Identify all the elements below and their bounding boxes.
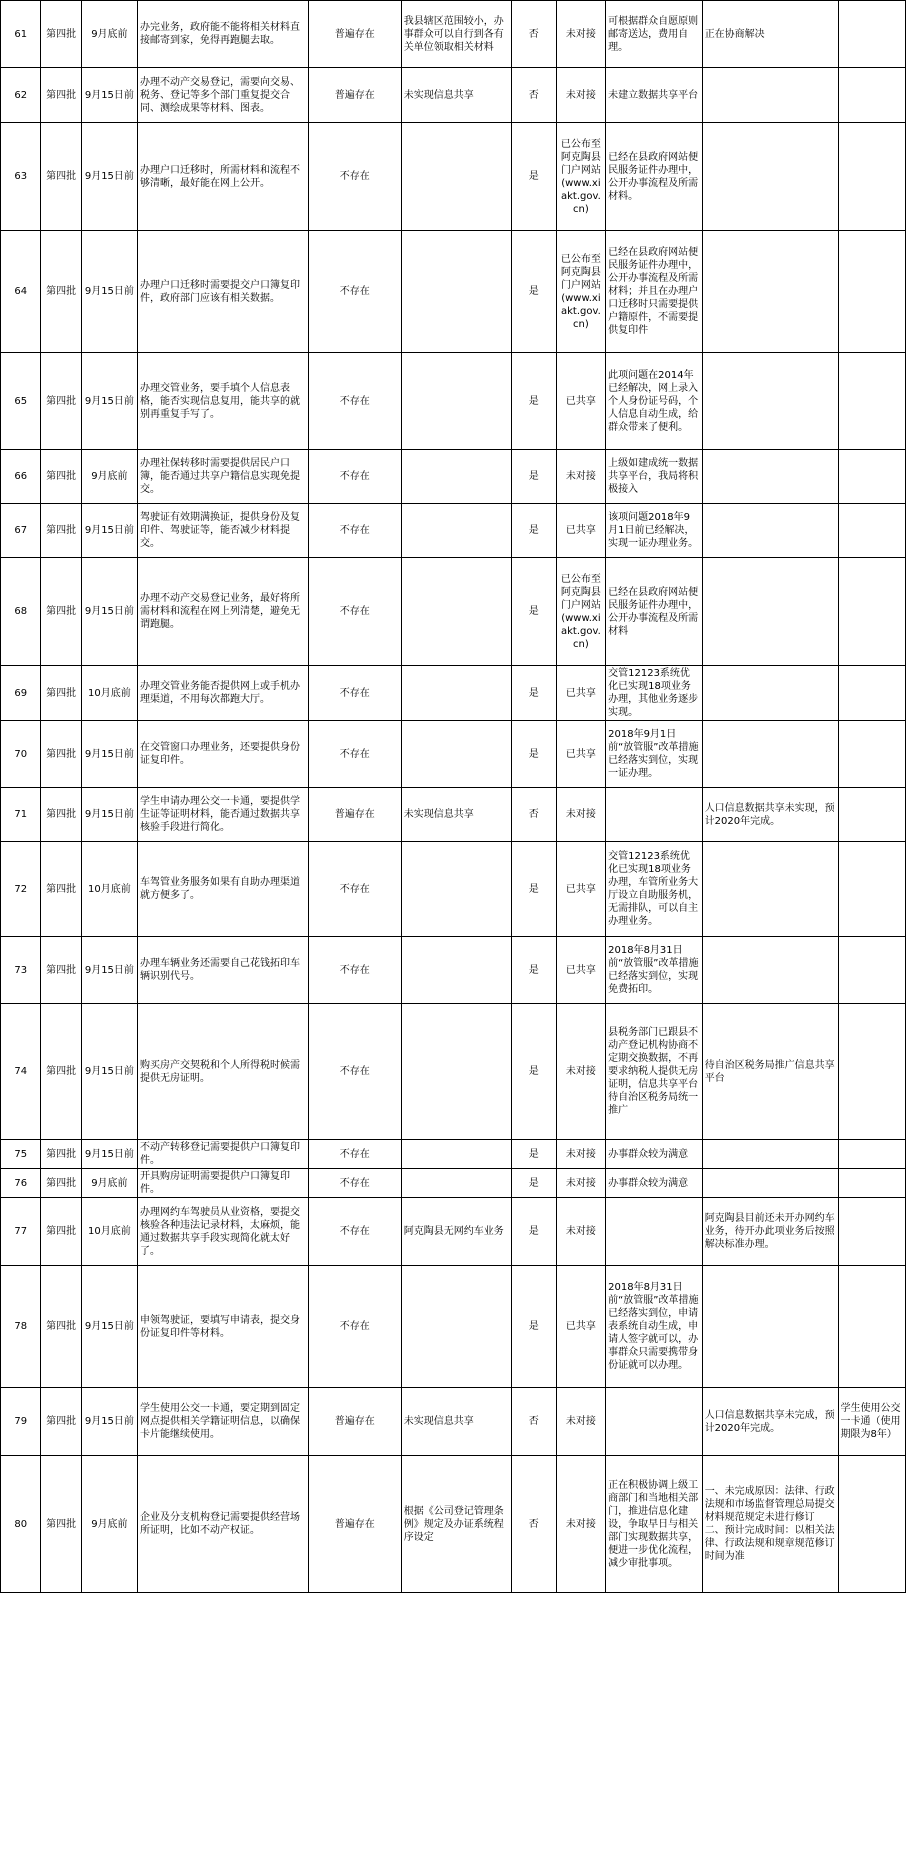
row-number: 70 bbox=[1, 721, 41, 788]
share-status: 已共享 bbox=[556, 721, 605, 788]
compliance-cell: 是 bbox=[511, 666, 556, 721]
compliance-cell: 否 bbox=[511, 1, 556, 68]
progress-cell: 已经在县政府网站便民服务证件办理中，公开办事流程及所需材料。 bbox=[606, 123, 703, 231]
remark-cell bbox=[838, 231, 905, 353]
deadline-cell: 9月15日前 bbox=[81, 231, 137, 353]
issue-description: 不动产转移登记需要提供户口簿复印件。 bbox=[137, 1140, 308, 1169]
plan-cell bbox=[702, 123, 838, 231]
share-status: 未对接 bbox=[556, 1456, 605, 1593]
existence-status: 不存在 bbox=[308, 1266, 401, 1388]
batch-cell: 第四批 bbox=[41, 353, 81, 450]
existence-status: 不存在 bbox=[308, 842, 401, 937]
plan-cell: 正在协商解决 bbox=[702, 1, 838, 68]
batch-cell: 第四批 bbox=[41, 1198, 81, 1266]
compliance-cell: 是 bbox=[511, 721, 556, 788]
note-cell bbox=[401, 721, 511, 788]
share-status: 已共享 bbox=[556, 842, 605, 937]
compliance-cell: 是 bbox=[511, 1140, 556, 1169]
issue-description: 办理社保转移时需要提供居民户口簿，能否通过共享户籍信息实现免提交。 bbox=[137, 450, 308, 504]
compliance-cell: 是 bbox=[511, 450, 556, 504]
table-row bbox=[1, 1140, 906, 1169]
row-number: 72 bbox=[1, 842, 41, 937]
issue-description: 办理不动产交易登记业务，最好将所需材料和流程在网上列清楚，避免无谓跑腿。 bbox=[137, 558, 308, 666]
note-cell: 我县辖区范围较小，办事群众可以自行到各有关单位领取相关材料 bbox=[401, 1, 511, 68]
remark-cell bbox=[838, 123, 905, 231]
remark-cell bbox=[838, 450, 905, 504]
existence-status: 不存在 bbox=[308, 353, 401, 450]
row-number: 78 bbox=[1, 1266, 41, 1388]
compliance-cell: 否 bbox=[511, 1388, 556, 1456]
plan-cell bbox=[702, 231, 838, 353]
share-status: 未对接 bbox=[556, 1, 605, 68]
issue-description: 办理户口迁移时，所需材料和流程不够清晰，最好能在网上公开。 bbox=[137, 123, 308, 231]
issue-description: 在交管窗口办理业务，还要提供身份证复印件。 bbox=[137, 721, 308, 788]
row-number: 75 bbox=[1, 1140, 41, 1169]
issue-description: 驾驶证有效期满换证，提供身份及复印件、驾驶证等，能否减少材料提交。 bbox=[137, 504, 308, 558]
share-status: 未对接 bbox=[556, 788, 605, 842]
progress-cell: 未建立数据共享平台 bbox=[606, 68, 703, 123]
table-row bbox=[1, 937, 906, 1004]
existence-status: 不存在 bbox=[308, 450, 401, 504]
batch-cell: 第四批 bbox=[41, 558, 81, 666]
progress-cell: 县税务部门已跟县不动产登记机构协商不定期交换数据，不再要求纳税人提供无房证明，信息共享平台待自治区税务局统一推广 bbox=[606, 1004, 703, 1140]
table-row bbox=[1, 1, 906, 68]
share-status: 未对接 bbox=[556, 1004, 605, 1140]
plan-cell bbox=[702, 937, 838, 1004]
deadline-cell: 9月15日前 bbox=[81, 504, 137, 558]
note-cell bbox=[401, 231, 511, 353]
progress-cell: 2018年8月31日前“放管服”改革措施已经落实到位，申请表系统自动生成，申请人签字就可以，办事群众只需要携带身份证就可以办理。 bbox=[606, 1266, 703, 1388]
row-number: 66 bbox=[1, 450, 41, 504]
remark-cell bbox=[838, 1004, 905, 1140]
compliance-cell: 是 bbox=[511, 353, 556, 450]
progress-cell: 交管12123系统优化已实现18项业务办理，车管所业务大厅设立自助服务机，无需排队，可以自主办理业务。 bbox=[606, 842, 703, 937]
existence-status: 不存在 bbox=[308, 1169, 401, 1198]
deadline-cell: 9月15日前 bbox=[81, 937, 137, 1004]
note-cell bbox=[401, 937, 511, 1004]
table-row bbox=[1, 504, 906, 558]
remark-cell bbox=[838, 788, 905, 842]
remark-cell bbox=[838, 1456, 905, 1593]
share-status: 未对接 bbox=[556, 1169, 605, 1198]
compliance-cell: 是 bbox=[511, 1004, 556, 1140]
row-number: 69 bbox=[1, 666, 41, 721]
share-status: 已共享 bbox=[556, 1266, 605, 1388]
remark-cell: 学生使用公交一卡通（使用期限为8年） bbox=[838, 1388, 905, 1456]
row-number: 68 bbox=[1, 558, 41, 666]
row-number: 71 bbox=[1, 788, 41, 842]
remark-cell bbox=[838, 842, 905, 937]
plan-cell bbox=[702, 68, 838, 123]
batch-cell: 第四批 bbox=[41, 842, 81, 937]
progress-cell: 正在积极协调上级工商部门和当地相关部门，推进信息化建设，争取早日与相关部门实现数据共享，便进一步优化流程，减少审批事项。 bbox=[606, 1456, 703, 1593]
compliance-cell: 否 bbox=[511, 68, 556, 123]
deadline-cell: 9月15日前 bbox=[81, 721, 137, 788]
note-cell bbox=[401, 123, 511, 231]
batch-cell: 第四批 bbox=[41, 68, 81, 123]
note-cell: 根据《公司登记管理条例》规定及办证系统程序设定 bbox=[401, 1456, 511, 1593]
deadline-cell: 9月15日前 bbox=[81, 558, 137, 666]
plan-cell bbox=[702, 721, 838, 788]
existence-status: 不存在 bbox=[308, 1140, 401, 1169]
issue-description: 企业及分支机构登记需要提供经营场所证明，比如不动产权证。 bbox=[137, 1456, 308, 1593]
row-number: 64 bbox=[1, 231, 41, 353]
remark-cell bbox=[838, 68, 905, 123]
progress-cell: 该项问题2018年9月1日前已经解决，实现一证办理业务。 bbox=[606, 504, 703, 558]
plan-cell bbox=[702, 1140, 838, 1169]
share-status: 未对接 bbox=[556, 68, 605, 123]
row-number: 79 bbox=[1, 1388, 41, 1456]
compliance-cell: 是 bbox=[511, 1266, 556, 1388]
table-row bbox=[1, 788, 906, 842]
row-number: 73 bbox=[1, 937, 41, 1004]
existence-status: 不存在 bbox=[308, 231, 401, 353]
deadline-cell: 10月底前 bbox=[81, 666, 137, 721]
progress-cell: 上级如建成统一数据共享平台，我局将积极接入 bbox=[606, 450, 703, 504]
existence-status: 不存在 bbox=[308, 1004, 401, 1140]
plan-cell: 人口信息数据共享未实现，预计2020年完成。 bbox=[702, 788, 838, 842]
plan-cell bbox=[702, 1169, 838, 1198]
note-cell bbox=[401, 1140, 511, 1169]
batch-cell: 第四批 bbox=[41, 1456, 81, 1593]
share-status: 已共享 bbox=[556, 666, 605, 721]
deadline-cell: 9月15日前 bbox=[81, 123, 137, 231]
progress-cell bbox=[606, 1388, 703, 1456]
issue-description: 申领驾驶证，要填写申请表，提交身份证复印件等材料。 bbox=[137, 1266, 308, 1388]
batch-cell: 第四批 bbox=[41, 1169, 81, 1198]
batch-cell: 第四批 bbox=[41, 1388, 81, 1456]
issue-description: 学生使用公交一卡通，要定期到固定网点提供相关学籍证明信息，以确保卡片能继续使用。 bbox=[137, 1388, 308, 1456]
deadline-cell: 9月底前 bbox=[81, 1169, 137, 1198]
row-number: 61 bbox=[1, 1, 41, 68]
remark-cell bbox=[838, 353, 905, 450]
deadline-cell: 9月底前 bbox=[81, 1, 137, 68]
note-cell bbox=[401, 353, 511, 450]
batch-cell: 第四批 bbox=[41, 788, 81, 842]
note-cell bbox=[401, 558, 511, 666]
batch-cell: 第四批 bbox=[41, 231, 81, 353]
deadline-cell: 9月15日前 bbox=[81, 1140, 137, 1169]
plan-cell: 待自治区税务局推广信息共享平台 bbox=[702, 1004, 838, 1140]
issue-description: 办理网约车驾驶员从业资格，要提交核验各种违法记录材料，太麻烦，能通过数据共享手段实现简化就太好了。 bbox=[137, 1198, 308, 1266]
share-status: 未对接 bbox=[556, 1388, 605, 1456]
compliance-cell: 是 bbox=[511, 1198, 556, 1266]
existence-status: 不存在 bbox=[308, 1198, 401, 1266]
batch-cell: 第四批 bbox=[41, 123, 81, 231]
issue-description: 办理不动产交易登记，需要向交易、税务、登记等多个部门重复提交合同、测绘成果等材料、图表。 bbox=[137, 68, 308, 123]
remark-cell bbox=[838, 1198, 905, 1266]
existence-status: 不存在 bbox=[308, 504, 401, 558]
plan-cell: 阿克陶县目前还未开办网约车业务，待开办此项业务后按照解决标准办理。 bbox=[702, 1198, 838, 1266]
table-row bbox=[1, 1198, 906, 1266]
issue-description: 开具购房证明需要提供户口簿复印件。 bbox=[137, 1169, 308, 1198]
compliance-cell: 是 bbox=[511, 504, 556, 558]
row-number: 62 bbox=[1, 68, 41, 123]
table-row bbox=[1, 1169, 906, 1198]
deadline-cell: 10月底前 bbox=[81, 1198, 137, 1266]
progress-cell: 办事群众较为满意 bbox=[606, 1140, 703, 1169]
table-row bbox=[1, 666, 906, 721]
note-cell bbox=[401, 1004, 511, 1140]
row-number: 80 bbox=[1, 1456, 41, 1593]
issue-description: 办理交管业务能否提供网上或手机办理渠道，不用每次都跑大厅。 bbox=[137, 666, 308, 721]
plan-cell: 人口信息数据共享未完成，预计2020年完成。 bbox=[702, 1388, 838, 1456]
table-row bbox=[1, 721, 906, 788]
table-row bbox=[1, 1456, 906, 1593]
note-cell bbox=[401, 1266, 511, 1388]
remark-cell bbox=[838, 558, 905, 666]
share-status: 未对接 bbox=[556, 450, 605, 504]
note-cell bbox=[401, 504, 511, 558]
progress-cell: 交管12123系统优化已实现18项业务办理，其他业务逐步实现。 bbox=[606, 666, 703, 721]
share-status: 已共享 bbox=[556, 937, 605, 1004]
plan-cell: 一、未完成原因：法律、行政法规和市场监督管理总局提交材料规范规定未进行修订 二、预计完成时间：以相关法律、行政法规和规章规范修订时间为准 bbox=[702, 1456, 838, 1593]
deadline-cell: 9月15日前 bbox=[81, 1004, 137, 1140]
compliance-cell: 是 bbox=[511, 842, 556, 937]
existence-status: 普遍存在 bbox=[308, 1456, 401, 1593]
share-status: 已公布至阿克陶县门户网站(www.xiakt.gov.cn) bbox=[556, 558, 605, 666]
plan-cell bbox=[702, 558, 838, 666]
share-status: 已共享 bbox=[556, 504, 605, 558]
deadline-cell: 9月15日前 bbox=[81, 1266, 137, 1388]
note-cell: 未实现信息共享 bbox=[401, 1388, 511, 1456]
existence-status: 普遍存在 bbox=[308, 788, 401, 842]
plan-cell bbox=[702, 842, 838, 937]
remark-cell bbox=[838, 1266, 905, 1388]
compliance-cell: 是 bbox=[511, 123, 556, 231]
note-cell bbox=[401, 450, 511, 504]
remark-cell bbox=[838, 1, 905, 68]
existence-status: 不存在 bbox=[308, 721, 401, 788]
compliance-cell: 是 bbox=[511, 937, 556, 1004]
issue-description: 办完业务，政府能不能将相关材料直接邮寄到家，免得再跑腿去取。 bbox=[137, 1, 308, 68]
table-row bbox=[1, 1004, 906, 1140]
compliance-cell: 否 bbox=[511, 1456, 556, 1593]
compliance-cell: 是 bbox=[511, 558, 556, 666]
batch-cell: 第四批 bbox=[41, 721, 81, 788]
table-row bbox=[1, 842, 906, 937]
remark-cell bbox=[838, 721, 905, 788]
table-row bbox=[1, 1266, 906, 1388]
progress-cell: 2018年8月31日前“放管服”改革措施已经落实到位，实现免费拓印。 bbox=[606, 937, 703, 1004]
plan-cell bbox=[702, 1266, 838, 1388]
batch-cell: 第四批 bbox=[41, 666, 81, 721]
row-number: 65 bbox=[1, 353, 41, 450]
issue-description: 办理户口迁移时需要提交户口簿复印件，政府部门应该有相关数据。 bbox=[137, 231, 308, 353]
plan-cell bbox=[702, 666, 838, 721]
batch-cell: 第四批 bbox=[41, 450, 81, 504]
issue-description: 学生申请办理公交一卡通，要提供学生证等证明材料，能否通过数据共享核验手段进行简化。 bbox=[137, 788, 308, 842]
progress-cell: 已经在县政府网站便民服务证件办理中，公开办事流程及所需材料；并且在办理户口迁移时只需要提供户籍原件，不需要提供复印件 bbox=[606, 231, 703, 353]
deadline-cell: 9月底前 bbox=[81, 450, 137, 504]
row-number: 67 bbox=[1, 504, 41, 558]
note-cell bbox=[401, 666, 511, 721]
table-row bbox=[1, 68, 906, 123]
note-cell: 未实现信息共享 bbox=[401, 68, 511, 123]
table-row bbox=[1, 1388, 906, 1456]
deadline-cell: 9月15日前 bbox=[81, 68, 137, 123]
share-status: 已共享 bbox=[556, 353, 605, 450]
row-number: 76 bbox=[1, 1169, 41, 1198]
remark-cell bbox=[838, 1140, 905, 1169]
share-status: 已公布至阿克陶县门户网站(www.xiakt.gov.cn) bbox=[556, 123, 605, 231]
compliance-cell: 是 bbox=[511, 1169, 556, 1198]
existence-status: 不存在 bbox=[308, 558, 401, 666]
remark-cell bbox=[838, 666, 905, 721]
existence-status: 不存在 bbox=[308, 937, 401, 1004]
note-cell bbox=[401, 842, 511, 937]
table-row bbox=[1, 231, 906, 353]
table-row bbox=[1, 353, 906, 450]
existence-status: 普遍存在 bbox=[308, 1388, 401, 1456]
share-status: 未对接 bbox=[556, 1140, 605, 1169]
batch-cell: 第四批 bbox=[41, 1140, 81, 1169]
table-row bbox=[1, 450, 906, 504]
existence-status: 不存在 bbox=[308, 123, 401, 231]
progress-cell: 2018年9月1日前“放管服”改革措施已经落实到位，实现一证办理。 bbox=[606, 721, 703, 788]
issue-description: 购买房产交契税和个人所得税时候需提供无房证明。 bbox=[137, 1004, 308, 1140]
existence-status: 普遍存在 bbox=[308, 1, 401, 68]
progress-cell bbox=[606, 1198, 703, 1266]
row-number: 63 bbox=[1, 123, 41, 231]
issue-description: 办理交管业务，要手填个人信息表格，能否实现信息复用，能共享的就别再重复手写了。 bbox=[137, 353, 308, 450]
plan-cell bbox=[702, 353, 838, 450]
progress-cell bbox=[606, 788, 703, 842]
plan-cell bbox=[702, 450, 838, 504]
progress-cell: 已经在县政府网站便民服务证件办理中，公开办事流程及所需材料 bbox=[606, 558, 703, 666]
existence-status: 普遍存在 bbox=[308, 68, 401, 123]
deadline-cell: 9月15日前 bbox=[81, 788, 137, 842]
deadline-cell: 10月底前 bbox=[81, 842, 137, 937]
share-status: 未对接 bbox=[556, 1198, 605, 1266]
deadline-cell: 9月底前 bbox=[81, 1456, 137, 1593]
existence-status: 不存在 bbox=[308, 666, 401, 721]
issue-description: 车驾管业务服务如果有自助办理渠道就方便多了。 bbox=[137, 842, 308, 937]
plan-cell bbox=[702, 504, 838, 558]
table-row bbox=[1, 123, 906, 231]
batch-cell: 第四批 bbox=[41, 1004, 81, 1140]
batch-cell: 第四批 bbox=[41, 937, 81, 1004]
batch-cell: 第四批 bbox=[41, 504, 81, 558]
progress-cell: 办事群众较为满意 bbox=[606, 1169, 703, 1198]
issue-description: 办理车辆业务还需要自己花钱拓印车辆识别代号。 bbox=[137, 937, 308, 1004]
share-status: 已公布至阿克陶县门户网站(www.xiakt.gov.cn) bbox=[556, 231, 605, 353]
remark-cell bbox=[838, 937, 905, 1004]
deadline-cell: 9月15日前 bbox=[81, 1388, 137, 1456]
table-row bbox=[1, 558, 906, 666]
compliance-cell: 是 bbox=[511, 231, 556, 353]
batch-cell: 第四批 bbox=[41, 1266, 81, 1388]
remark-cell bbox=[838, 1169, 905, 1198]
compliance-cell: 否 bbox=[511, 788, 556, 842]
remark-cell bbox=[838, 504, 905, 558]
progress-cell: 此项问题在2014年已经解决，网上录入个人身份证号码，个人信息自动生成，给群众带来了便利。 bbox=[606, 353, 703, 450]
note-cell bbox=[401, 1169, 511, 1198]
batch-cell: 第四批 bbox=[41, 1, 81, 68]
note-cell: 未实现信息共享 bbox=[401, 788, 511, 842]
row-number: 74 bbox=[1, 1004, 41, 1140]
deadline-cell: 9月15日前 bbox=[81, 353, 137, 450]
row-number: 77 bbox=[1, 1198, 41, 1266]
note-cell: 阿克陶县无网约车业务 bbox=[401, 1198, 511, 1266]
progress-cell: 可根据群众自愿原则邮寄送达，费用自理。 bbox=[606, 1, 703, 68]
